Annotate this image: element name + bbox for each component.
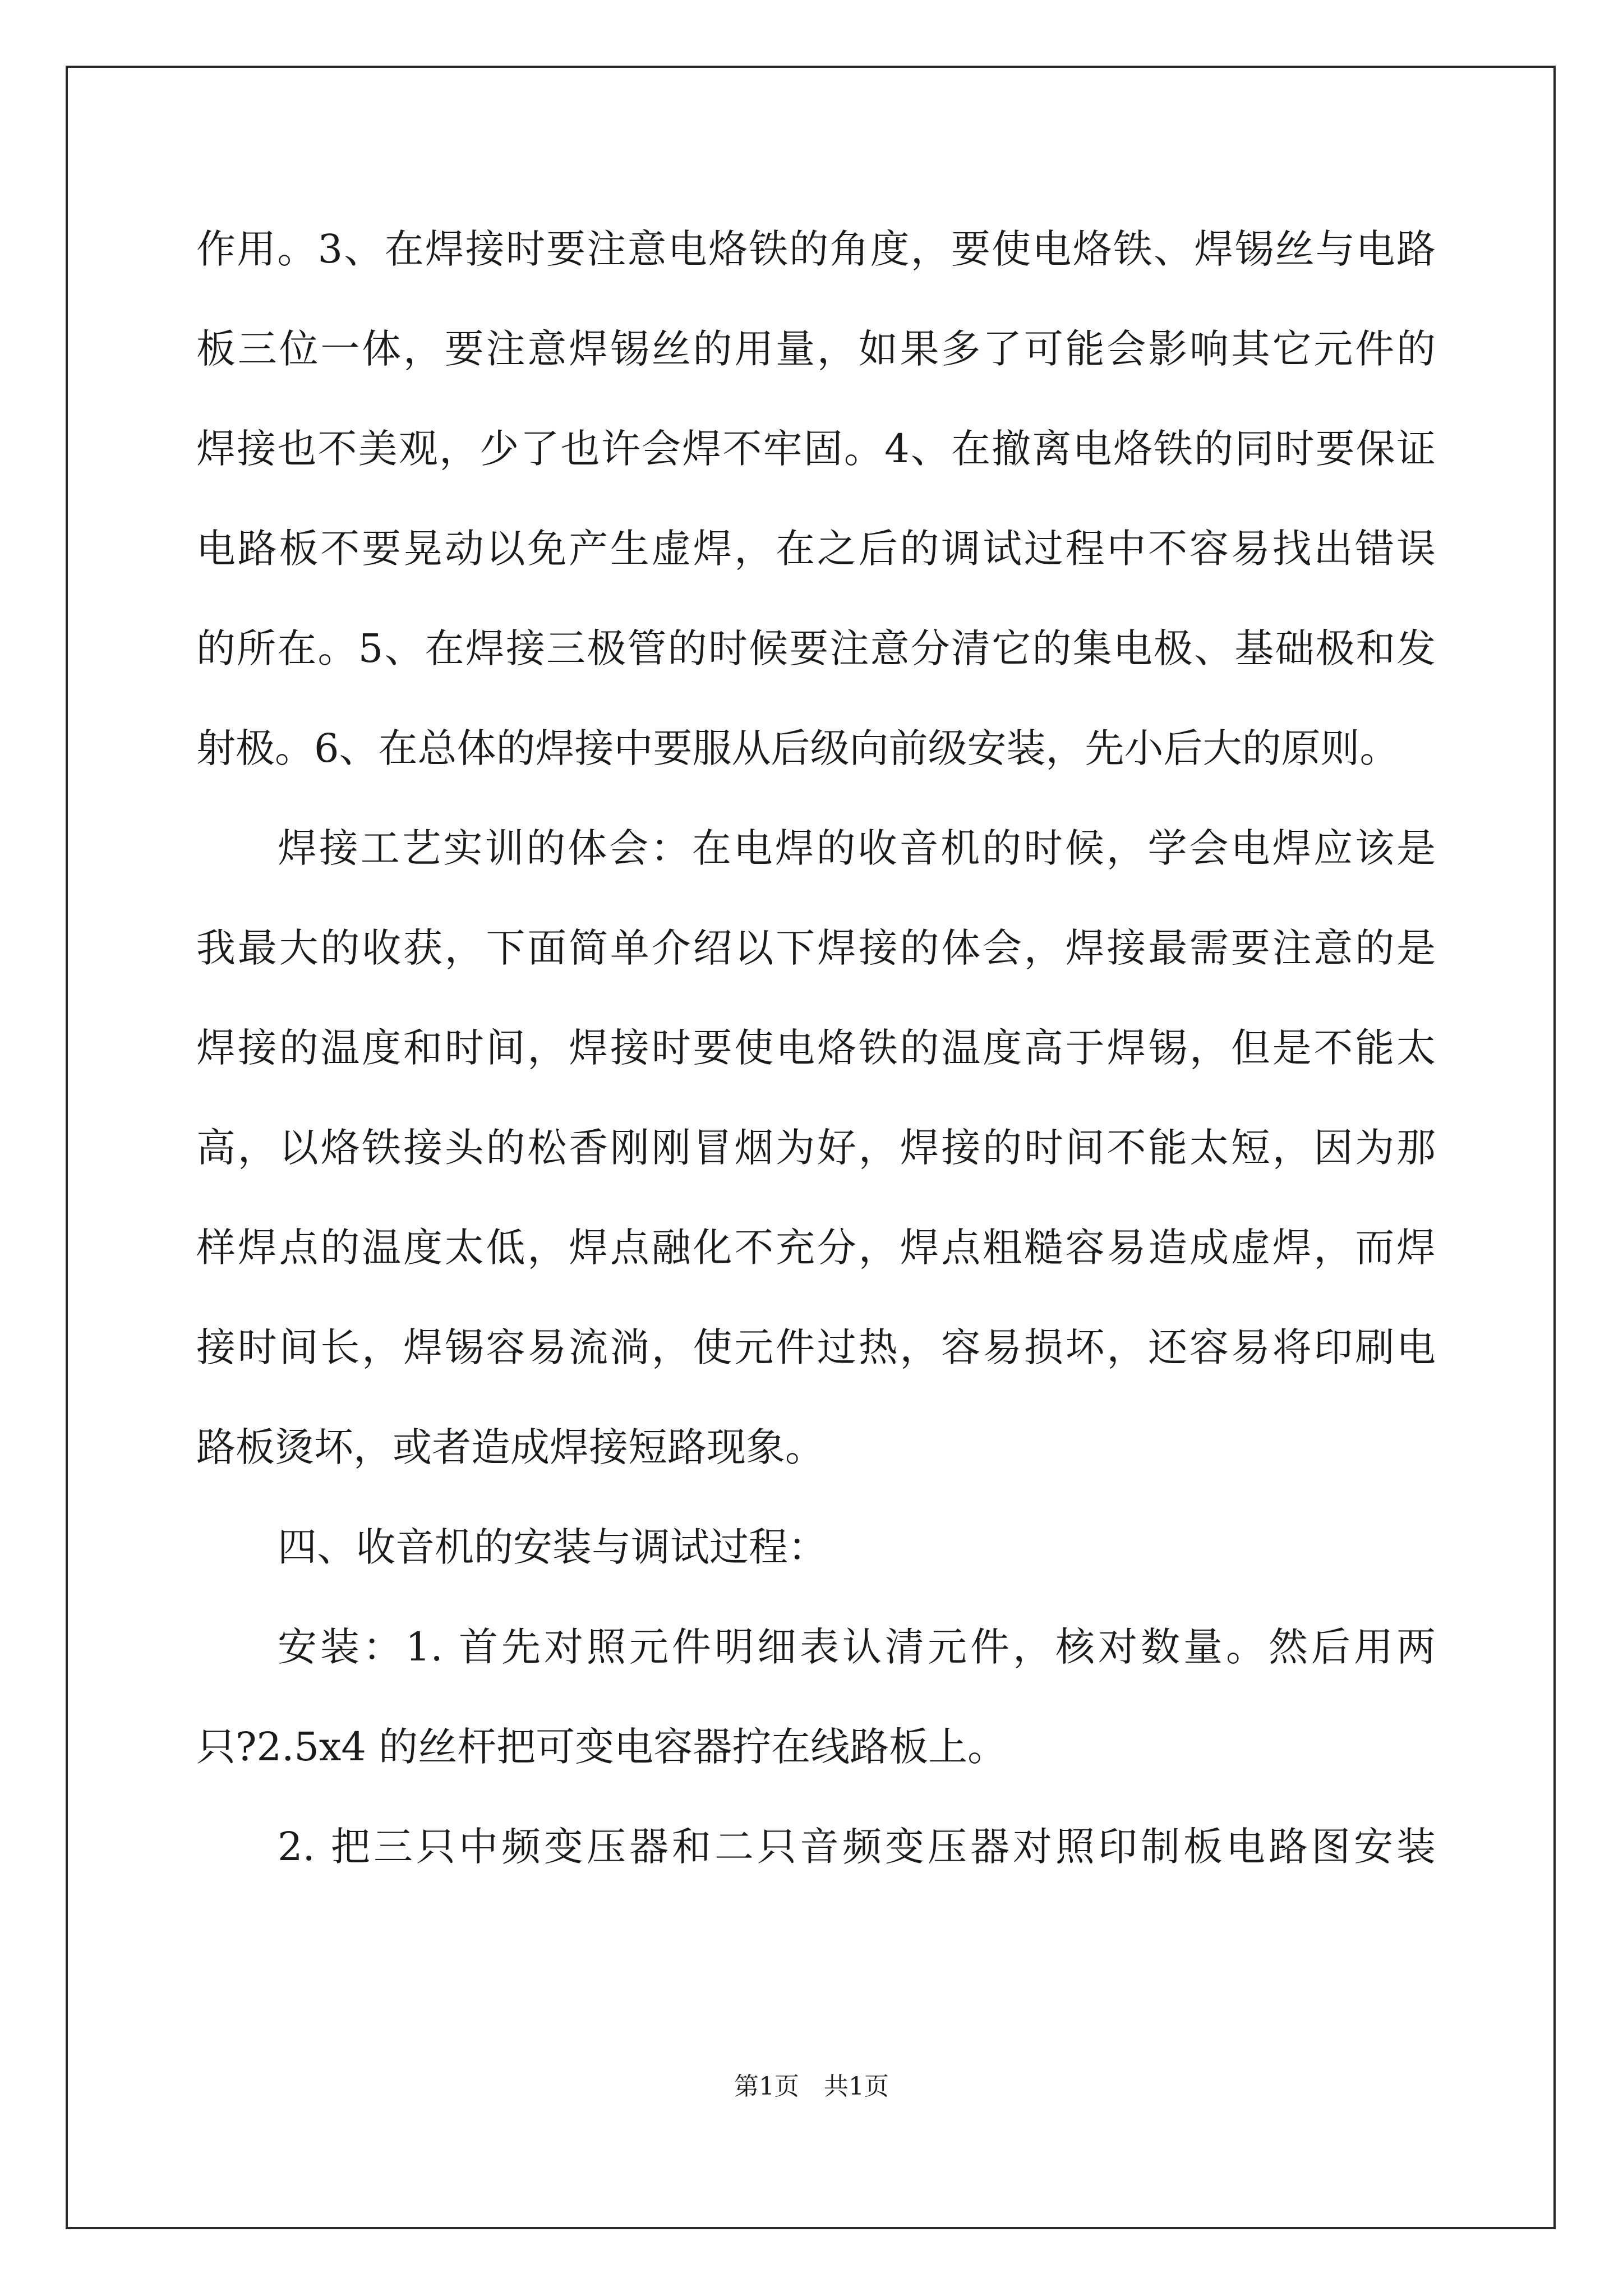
section-heading: 四、收音机的安装与调试过程： [278, 1524, 827, 1570]
text-line: 接时间长，焊锡容易流淌，使元件过热，容易损坏，还容易将印刷电 [196, 1324, 1436, 1370]
text-line: 电路板不要晃动以免产生虚焊，在之后的调试过程中不容易找出错误 [196, 526, 1436, 572]
document-body [196, 215, 1436, 1913]
text-line: 样焊点的温度太低，焊点融化不充分，焊点粗糙容易造成虚焊，而焊 [196, 1225, 1436, 1271]
text-line: 高，以烙铁接头的松香刚刚冒烟为好，焊接的时间不能太短，因为那 [196, 1125, 1436, 1171]
text-line: 我最大的收获，下面简单介绍以下焊接的体会，焊接最需要注意的是 [196, 925, 1436, 971]
text-line: 的所在。5、在焊接三极管的时候要注意分清它的集电极、基础极和发 [196, 625, 1436, 671]
text-line: 路板烫坏，或者造成焊接短路现象。 [196, 1424, 824, 1470]
paragraph-start-line: 2. 把三只中频变压器和二只音频变压器对照印制板电路图安装 [278, 1824, 1436, 1870]
text-line: 焊接的温度和时间，焊接时要使电烙铁的温度高于焊锡，但是不能太 [196, 1025, 1436, 1071]
paragraph-start-line: 焊接工艺实训的体会：在电焊的收音机的时候，学会电焊应该是 [278, 825, 1436, 871]
text-line: 作用。3、在焊接时要注意电烙铁的角度，要使电烙铁、焊锡丝与电路 [196, 226, 1436, 272]
page-footer: 第1页 共1页 [734, 2072, 889, 2101]
paragraph-start-line: 安装：1. 首先对照元件明细表认清元件，核对数量。然后用两 [278, 1624, 1436, 1670]
text-line: 只?2.5x4 的丝杆把可变电容器拧在线路板上。 [196, 1724, 1007, 1770]
text-line: 板三位一体，要注意焊锡丝的用量，如果多了可能会影响其它元件的 [196, 326, 1436, 372]
text-line: 焊接也不美观，少了也许会焊不牢固。4、在撤离电烙铁的同时要保证 [196, 426, 1436, 472]
text-line: 射极。6、在总体的焊接中要服从后级向前级安装，先小后大的原则。 [196, 725, 1399, 771]
